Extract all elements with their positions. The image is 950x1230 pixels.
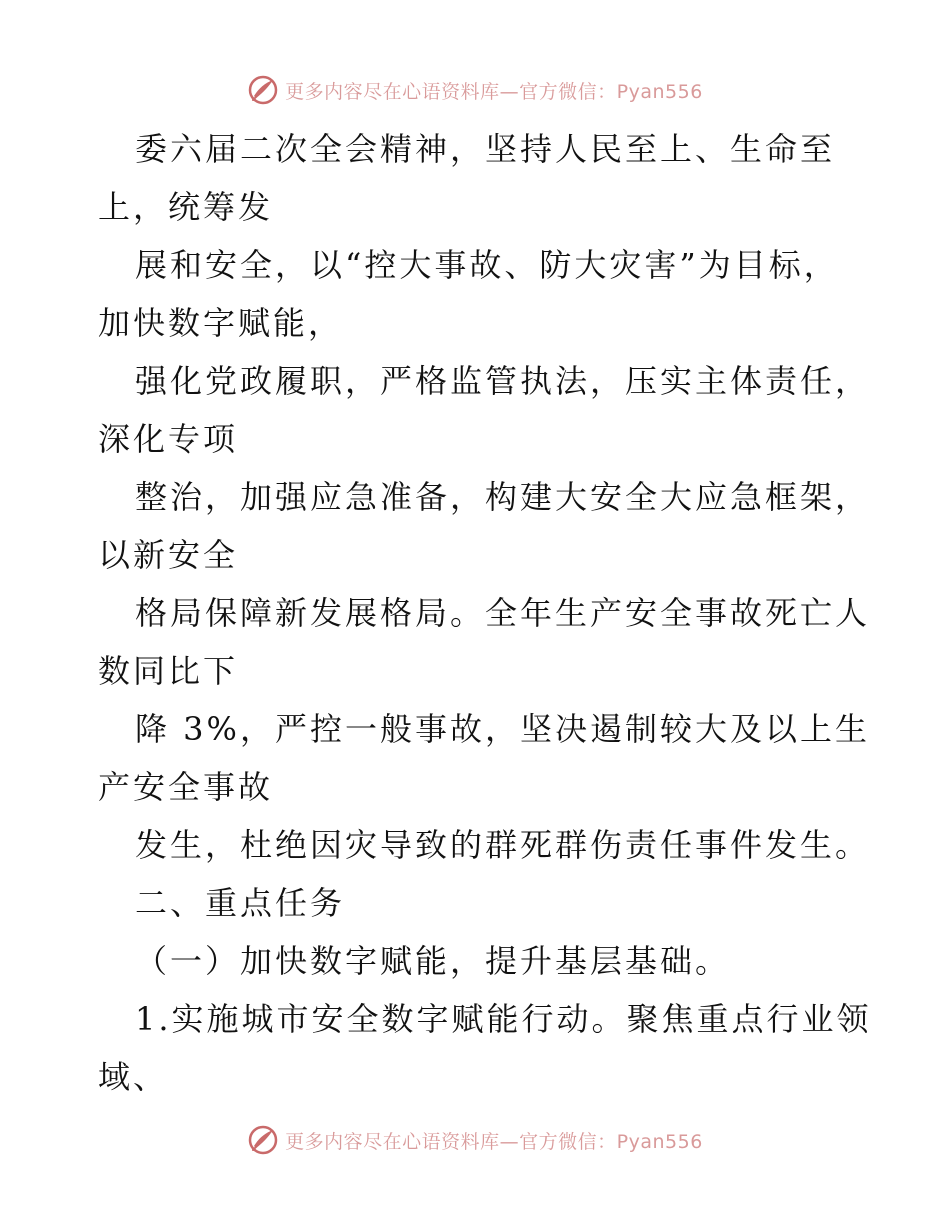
body-line: 展和安全，以“控大事故、防大灾害”为目标，: [135, 246, 839, 284]
body-line: 强化党政履职，严格监管执法，压实主体责任，: [135, 362, 871, 400]
section-heading: 二、重点任务: [135, 884, 346, 922]
body-line: 发生，杜绝因灾导致的群死群伤责任事件发生。: [135, 826, 871, 864]
body-line: 格局保障新发展格局。全年生产安全事故死亡人: [135, 594, 871, 632]
body-line: 域、: [98, 1058, 169, 1096]
body-line: 降 3%，严控一般事故，坚决遏制较大及以上生: [135, 710, 870, 748]
body-line: 产安全事故: [98, 768, 274, 806]
body-line: 数同比下: [98, 652, 239, 690]
body-line: 加快数字赋能，: [98, 304, 344, 342]
body-line: 1.实施城市安全数字赋能行动。聚焦重点行业领: [135, 1000, 872, 1038]
body-line: 深化专项: [98, 420, 239, 458]
header-watermark: [0, 70, 950, 110]
body-line: 委六届二次全会精神，坚持人民至上、生命至: [135, 130, 836, 168]
body-line: 以新安全: [98, 536, 239, 574]
quill-logo-icon: [247, 74, 279, 106]
watermark-text: 更多内容尽在心语资料库—官方微信：Pyan556: [285, 1130, 703, 1153]
body-line: 上，统筹发: [98, 188, 274, 226]
watermark-text: 更多内容尽在心语资料库—官方微信：Pyan556: [285, 80, 703, 103]
document-body: [98, 120, 888, 1106]
subsection-heading: （一）加快数字赋能，提升基层基础。: [135, 942, 731, 980]
body-line: 整治，加强应急准备，构建大安全大应急框架，: [135, 478, 871, 516]
footer-watermark: [0, 1120, 950, 1160]
quill-logo-icon: [247, 1124, 279, 1156]
